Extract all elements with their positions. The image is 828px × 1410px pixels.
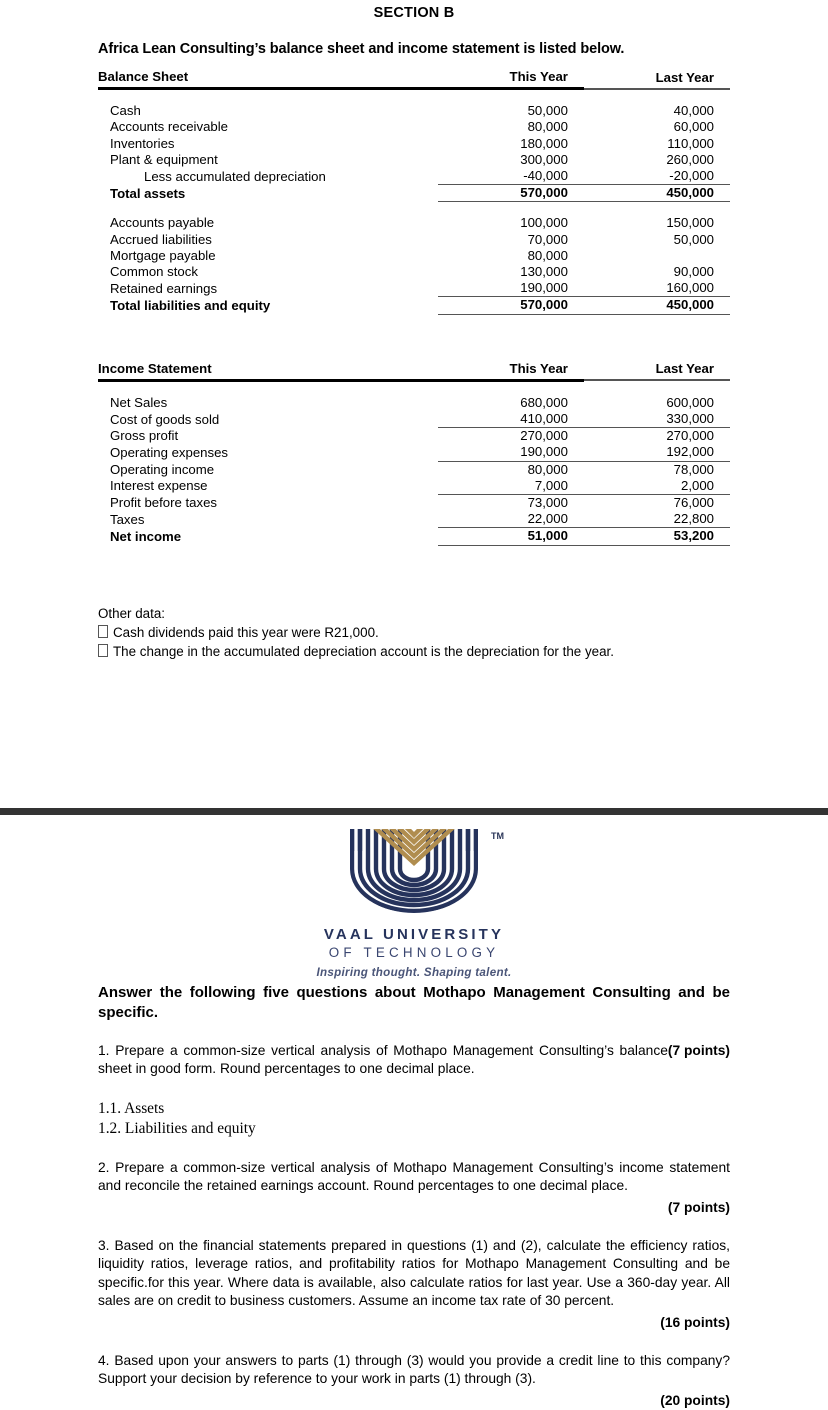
spacer [98, 202, 730, 216]
row-label: Common stock [110, 264, 198, 280]
table-row [98, 478, 730, 495]
table-row [98, 495, 730, 512]
bullet-box-icon [98, 625, 108, 638]
row-last-year: 78,000 [673, 461, 714, 477]
logo-subtitle: OF TECHNOLOGY [328, 945, 500, 960]
row-label: Accrued liabilities [110, 231, 212, 247]
table-row [98, 152, 730, 168]
row-last-year: 330,000 [584, 411, 730, 428]
row-this-year: 180,000 [520, 135, 568, 151]
row-this-year: 300,000 [520, 151, 568, 167]
income-statement-table [98, 361, 730, 546]
row-label: Mortgage payable [110, 247, 216, 263]
table-row-total [98, 185, 730, 202]
row-last-year: 2,000 [584, 478, 730, 495]
row-this-year: 190,000 [438, 280, 584, 297]
logo-university-name: VAAL UNIVERSITY [323, 926, 505, 943]
row-this-year: 680,000 [520, 394, 568, 410]
row-this-year: 7,000 [438, 478, 584, 495]
row-last-year: 600,000 [666, 394, 714, 410]
row-this-year: 80,000 [527, 119, 568, 135]
row-this-year: 80,000 [527, 461, 568, 477]
row-label: Interest expense [110, 478, 208, 494]
bullet-box-icon [98, 644, 108, 657]
row-label: Net Sales [110, 394, 168, 410]
income-statement-title: Income Statement [98, 361, 438, 381]
row-this-year: 50,000 [527, 103, 568, 119]
row-last-year [584, 248, 730, 264]
row-label: Total assets [110, 185, 186, 201]
other-data-heading: Other data: [98, 605, 165, 621]
row-this-year: 190,000 [438, 444, 584, 461]
row-this-year: 570,000 [438, 297, 584, 314]
row-label: Cost of goods sold [110, 411, 220, 427]
row-label: Plant & equipment [110, 151, 218, 167]
row-this-year: 80,000 [527, 247, 568, 263]
row-label: Net income [110, 528, 182, 544]
question-2-points: (7 points) [667, 1199, 730, 1215]
table-row [98, 168, 730, 185]
question-1 [98, 1042, 730, 1079]
row-last-year: 50,000 [673, 231, 714, 247]
row-last-year: 450,000 [584, 297, 730, 314]
row-this-year: 73,000 [527, 495, 568, 511]
table-row [98, 248, 730, 264]
vut-logo [98, 815, 730, 979]
row-last-year: 110,000 [667, 135, 714, 151]
other-data-section [98, 604, 730, 661]
row-this-year: 130,000 [520, 264, 568, 280]
question-4-points: (20 points) [660, 1392, 730, 1408]
table-row [98, 264, 730, 280]
row-last-year: 160,000 [584, 280, 730, 297]
balance-sheet-title: Balance Sheet [98, 69, 438, 89]
header-this-year: This Year [438, 69, 584, 89]
spacer [98, 380, 730, 395]
question-1-1: 1.1. Assets [98, 1099, 165, 1117]
row-last-year: 192,000 [584, 444, 730, 461]
section-gap [98, 315, 730, 361]
question-2 [98, 1159, 730, 1217]
row-last-year: 90,000 [673, 264, 714, 280]
table-row [98, 461, 730, 478]
row-label: Inventories [110, 135, 175, 151]
row-last-year: -20,000 [584, 168, 730, 185]
questions-heading: Answer the following five questions about Mothapo Management Consulting and be specific. [98, 984, 730, 1021]
row-this-year: 70,000 [527, 231, 568, 247]
question-1-points: (7 points) [667, 1043, 730, 1058]
question-3 [98, 1237, 730, 1332]
logo-mark-container [346, 829, 504, 913]
table-row-total [98, 528, 730, 545]
table-header-row [98, 361, 730, 381]
question-4-text: 4. Based upon your answers to parts (1) through (3) would you provide a credit line to this company? Support your decision by reference to your work in parts (1) through (3). [98, 1353, 730, 1387]
table-row [98, 411, 730, 428]
row-label: Retained earnings [110, 280, 218, 296]
row-last-year: 260,000 [666, 151, 714, 167]
row-label: Less accumulated depreciation [144, 168, 326, 184]
row-label: Total liabilities and equity [110, 297, 271, 313]
table-row [98, 103, 730, 119]
logo-tagline: Inspiring thought. Shaping talent. [316, 966, 512, 979]
table-row [98, 428, 730, 445]
question-2-text: 2. Prepare a common-size vertical analysis of Mothapo Management Consulting’s income statement and reconcile the retained earnings account. Round percentages to one decimal place. [98, 1159, 730, 1194]
list-item-text: The change in the accumulated depreciation account is the depreciation for the year. [113, 643, 614, 659]
row-last-year: 40,000 [673, 103, 714, 119]
trademark-icon: TM [491, 831, 504, 841]
table-header-row [98, 69, 730, 89]
table-row-total [98, 297, 730, 314]
header-last-year: Last Year [584, 361, 730, 381]
row-last-year: 450,000 [584, 185, 730, 202]
row-label: Profit before taxes [110, 495, 218, 511]
spacer [98, 89, 730, 104]
question-3-text: 3. Based on the financial statements prepared in questions (1) and (2), calculate the efficiency ratios, liquidity ratios, leverage ratios, and profitability ratios for Mothapo Management Consulting and be specific.for this year. Where data is available, also calculate ratios for last year. Use a 360-day year. All sales are on credit to business customers. Assume an income tax rate of 30 percent. [98, 1238, 730, 1309]
row-this-year: 100,000 [520, 215, 568, 231]
row-this-year: 270,000 [520, 428, 568, 444]
row-last-year: 270,000 [666, 428, 714, 444]
table-row [98, 280, 730, 297]
row-this-year: -40,000 [438, 168, 584, 185]
list-item [98, 623, 730, 642]
row-this-year: 22,000 [438, 511, 584, 528]
row-last-year: 76,000 [673, 495, 714, 511]
table-row [98, 232, 730, 248]
row-label: Operating income [110, 461, 215, 477]
row-label: Taxes [110, 511, 145, 527]
balance-sheet-table [98, 69, 730, 315]
page-break-divider [0, 808, 828, 815]
page-title: SECTION B [373, 5, 455, 21]
vut-emblem-icon [346, 829, 482, 913]
question-3-points: (16 points) [660, 1314, 730, 1330]
table-row [98, 136, 730, 152]
row-last-year: 53,200 [584, 528, 730, 545]
list-item-text: Cash dividends paid this year were R21,000. [113, 624, 379, 640]
table-row [98, 119, 730, 135]
question-1-text: 1. Prepare a common-size vertical analysis of Mothapo Management Consulting’s balance sheet in good form. Round percentages to one decimal place. [98, 1043, 668, 1077]
list-item [98, 642, 730, 661]
row-label: Gross profit [110, 428, 179, 444]
question-4 [98, 1352, 730, 1410]
question-1-2: 1.2. Liabilities and equity [98, 1119, 256, 1137]
header-last-year: Last Year [584, 69, 730, 89]
page-two [0, 815, 828, 1410]
header-this-year: This Year [438, 361, 584, 381]
table-row [98, 215, 730, 231]
row-last-year: 150,000 [666, 215, 714, 231]
intro-statement: Africa Lean Consulting’s balance sheet and income statement is listed below. [98, 41, 625, 57]
question-1-subitems [98, 1099, 730, 1139]
row-label: Accounts receivable [110, 119, 229, 135]
row-label: Accounts payable [110, 215, 215, 231]
row-this-year: 410,000 [438, 411, 584, 428]
table-row [98, 444, 730, 461]
row-last-year: 22,800 [584, 511, 730, 528]
row-label: Cash [110, 103, 141, 119]
row-this-year: 51,000 [438, 528, 584, 545]
row-this-year: 570,000 [438, 185, 584, 202]
row-label: Operating expenses [110, 444, 229, 460]
row-last-year: 60,000 [673, 119, 714, 135]
table-row [98, 511, 730, 528]
table-row [98, 395, 730, 411]
